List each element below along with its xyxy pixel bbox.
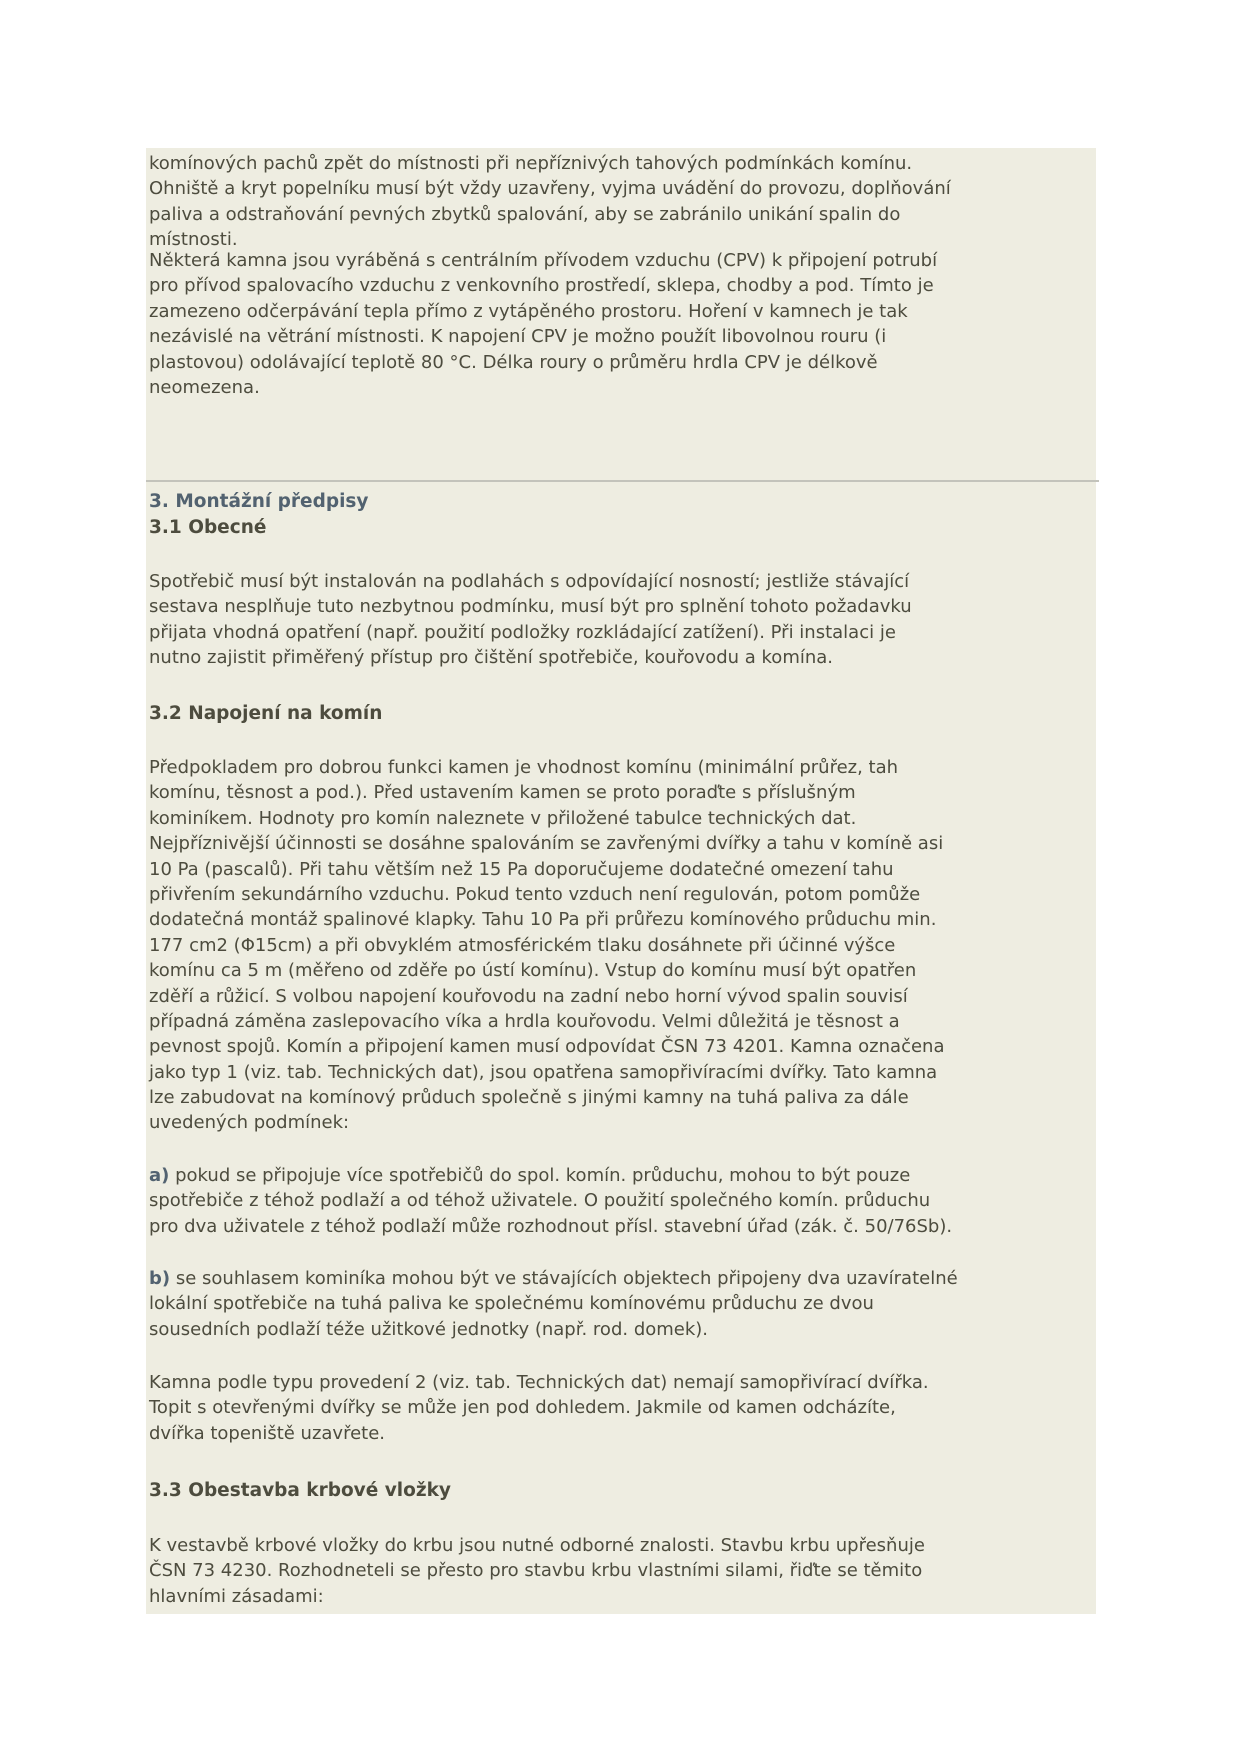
text-line: sestava nesplňuje tuto nezbytnou podmínku, musí být pro splnění tohoto požadavku (149, 596, 912, 618)
text-line: lze zabudovat na komínový průduch společně s jinými kamny na tuhá paliva za dále (149, 1087, 909, 1109)
text-line: jako typ 1 (viz. tab. Technických dat), jsou opatřena samopřivíracími dvířky. Tato kamna (149, 1061, 938, 1083)
item-b-label: b) (149, 1268, 171, 1289)
item-a-rest (149, 1188, 1109, 1239)
text-line: pro přívod spalovacího vzduchu z venkovního prostředí, sklepa, chodby a pod. Tímto je (149, 275, 934, 297)
text-line: neomezena. (149, 376, 260, 398)
text-line: 10 Pa (pascalů). Při tahu větším než 15 Pa doporučujeme dodatečné omezení tahu (149, 858, 894, 880)
text-line: pevnost spojů. Komín a připojení kamen musí odpovídat ČSN 73 4201. Kamna označena (149, 1036, 945, 1058)
text-line: komínových pachů zpět do místnosti při nepříznivých tahových podmínkách komínu. (149, 153, 913, 174)
list-item-b (149, 1266, 1109, 1342)
paragraph-cpv (149, 248, 1109, 400)
text-line: uvedených podmínek: (149, 1112, 350, 1134)
item-b-text: se souhlasem kominíka mohou být ve stávajících objektech připojeny dva uzavíratelné (170, 1268, 958, 1289)
text-line: 177 cm2 (Φ15cm) a při obvyklém atmosférickém tlaku dosáhnete při účinné výšce (149, 934, 896, 956)
paragraph-type-2 (149, 1370, 1109, 1446)
text-line: Předpokladem pro dobrou funkci kamen je vhodnost komínu (minimální průřez, tah (149, 757, 899, 778)
paragraph-3-1 (149, 569, 1109, 671)
paragraph-3-2 (149, 755, 1109, 1136)
text-line: přijata vhodná opatření (např. použití podložky rozkládající zatížení). Při instalaci je (149, 621, 896, 643)
section-3-3-heading: 3.3 Obestavba krbové vložky (149, 1480, 451, 1501)
text-line: hlavními zásadami: (149, 1585, 324, 1607)
section-3-heading: 3. Montážní předpisy (149, 491, 369, 512)
text-line: případná záměna zaslepovacího víka a hrdla kouřovodu. Velmi důležitá je těsnost a (149, 1010, 900, 1032)
text-line: plastovou) odolávající teplotě 80 °C. Délka roury o průměru hrdla CPV je délkově (149, 351, 878, 373)
text-line: dodatečná montáž spalinové klapky. Tahu 10 Pa při průřezu komínového průduchu min. (149, 909, 937, 931)
item-b-rest (149, 1291, 1109, 1342)
paragraph-3-3 (149, 1533, 1109, 1609)
text-line: Kamna podle typu provedení 2 (viz. tab. Technických dat) nemají samopřivírací dvířka. (149, 1372, 929, 1393)
text-line: pro dva uživatele z téhož podlaží může rozhodnout přísl. stavební úřad (zák. č. 50/76Sb). (149, 1215, 953, 1237)
text-line: přivřením sekundárního vzduchu. Pokud tento vzduch není regulován, potom pomůže (149, 883, 921, 905)
text-line: Některá kamna jsou vyráběná s centrálním přívodem vzduchu (CPV) k připojení potrubí (149, 250, 938, 271)
item-a-text: pokud se připojuje více spotřebičů do spol. komín. průduchu, mohou to být pouze (169, 1165, 911, 1186)
text-line: Nejpříznivější účinnosti se dosáhne spalováním se zavřenými dvířky a tahu v komíně asi (149, 833, 944, 855)
text-line: komínu ca 5 m (měřeno od zděře po ústí komínu). Vstup do komínu musí být opatřen (149, 960, 917, 982)
text-line: paliva a odstraňování pevných zbytků spalování, aby se zabránilo unikání spalin do (149, 203, 901, 225)
section-divider (146, 480, 1099, 482)
item-a-label: a) (149, 1165, 170, 1186)
list-item-a (149, 1163, 1109, 1239)
text-line: nezávislé na větrání místnosti. K napojení CPV je možno použít libovolnou rouru (i (149, 326, 887, 348)
text-line: zamezeno odčerpávání tepla přímo z vytápěného prostoru. Hoření v kamnech je tak (149, 300, 908, 322)
text-line: Ohniště a kryt popelníku musí být vždy uzavřeny, vyjma uvádění do provozu, doplňování (149, 178, 951, 200)
text-line: ČSN 73 4230. Rozhodneteli se přesto pro stavbu krbu vlastními silami, řiďte se těmito (149, 1560, 923, 1582)
text-line: zděří a růžicí. S volbou napojení kouřovodu na zadní nebo horní vývod spalin souvisí (149, 985, 908, 1007)
text-line: Topit s otevřenými dvířky se může jen pod dohledem. Jakmile od kamen odcházíte, (149, 1397, 896, 1419)
text-line: kominíkem. Hodnoty pro komín naleznete v přiložené tabulce technických dat. (149, 807, 857, 829)
text-line: dvířka topeniště uzavřete. (149, 1422, 386, 1444)
section-3-2-heading: 3.2 Napojení na komín (149, 703, 383, 724)
text-line: komínu, těsnost a pod.). Před ustavením kamen se proto poraďte s příslušným (149, 782, 856, 804)
section-3-1-heading: 3.1 Obecné (149, 517, 267, 538)
text-line: sousedních podlaží téže užitkové jednotky (např. rod. domek). (149, 1318, 709, 1340)
text-line: spotřebiče z téhož podlaží a od téhož uživatele. O použití společného komín. průduchu (149, 1190, 931, 1212)
paragraph-intro-end (149, 151, 1109, 253)
text-line: K vestavbě krbové vložky do krbu jsou nutné odborné znalosti. Stavbu krbu upřesňuje (149, 1535, 925, 1556)
text-line: Spotřebič musí být instalován na podlahách s odpovídající nosností; jestliže stávající (149, 571, 910, 592)
text-line: lokální spotřebiče na tuhá paliva ke společnému komínovému průduchu ze dvou (149, 1293, 874, 1315)
text-line: nutno zajistit přiměřený přístup pro čištění spotřebiče, kouřovodu a komína. (149, 647, 834, 669)
text-line: místnosti. (149, 229, 238, 251)
